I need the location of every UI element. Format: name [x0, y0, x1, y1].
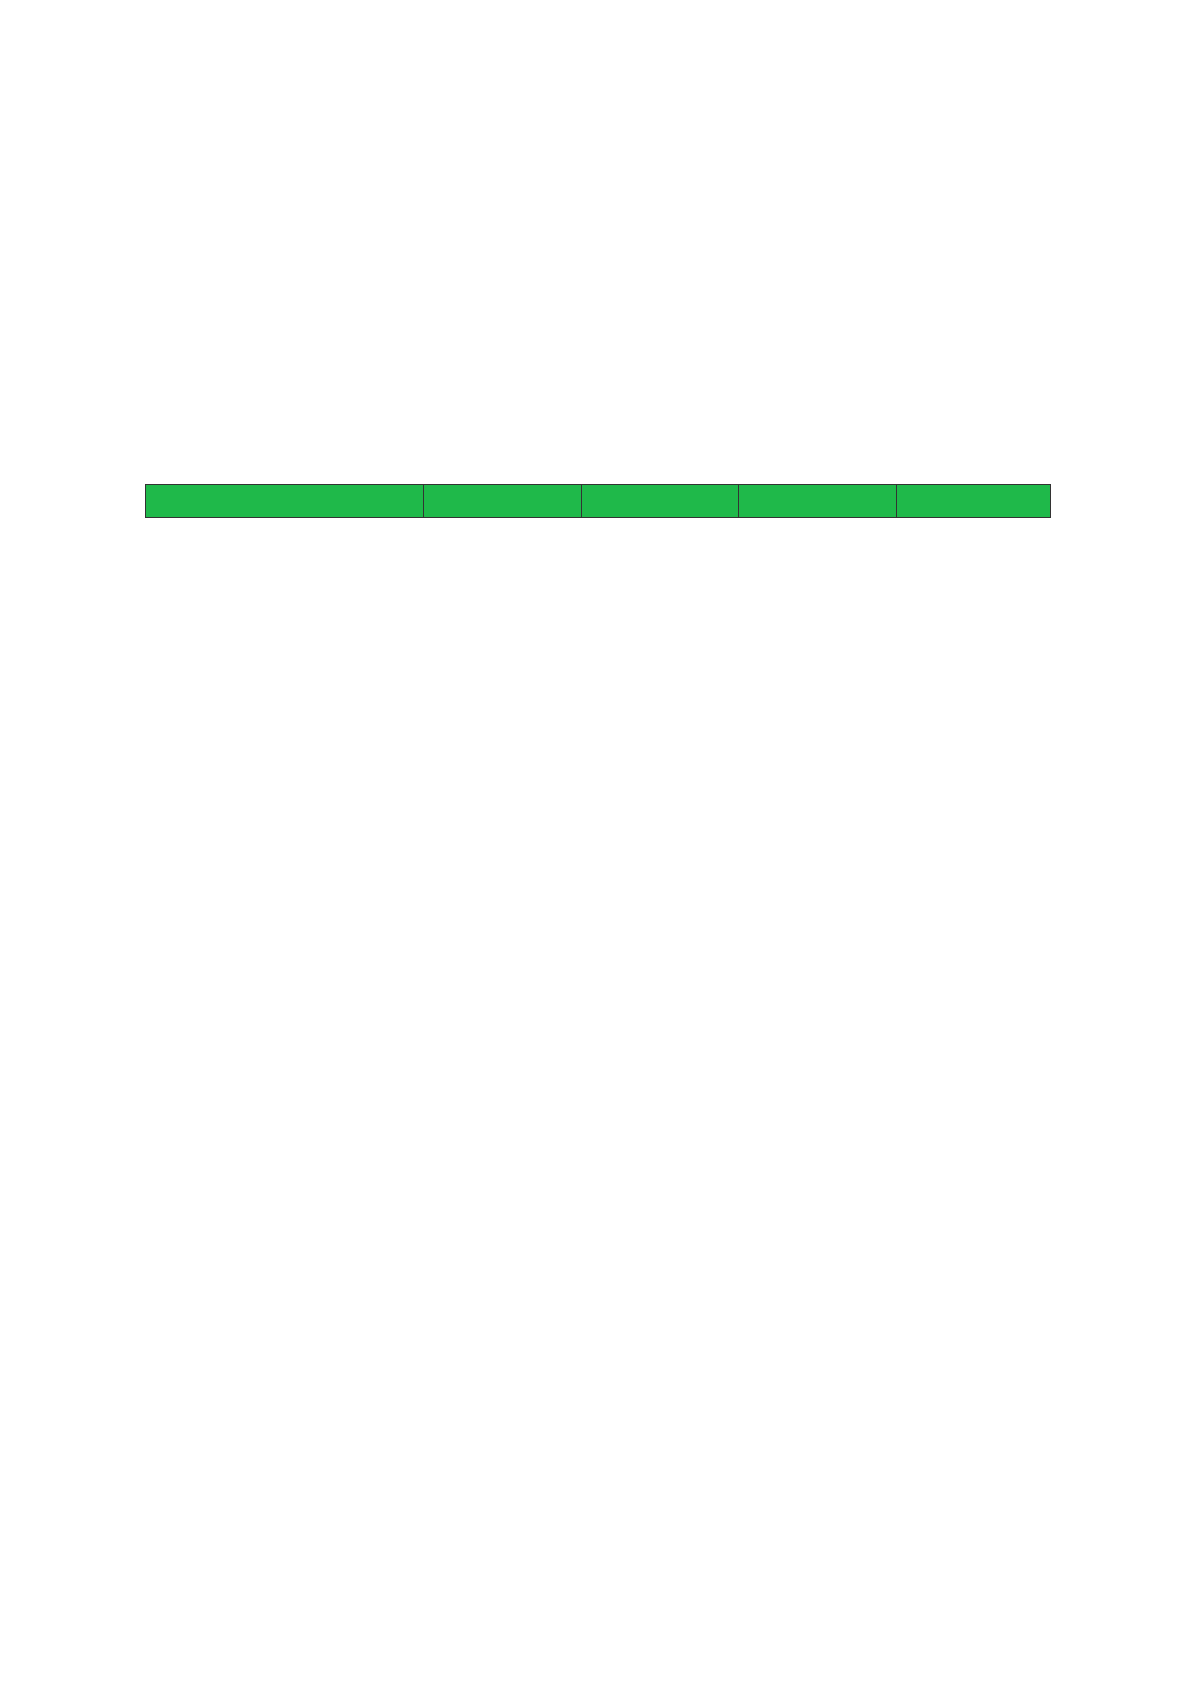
header-industry	[423, 485, 581, 518]
header-item	[146, 485, 424, 518]
header-2022q3	[897, 485, 1051, 518]
profit-quality-chart	[150, 955, 1045, 1435]
header-2020q3	[581, 485, 739, 518]
profit-quality-table	[145, 484, 1051, 518]
table-header-row	[146, 485, 1051, 518]
header-2021q3	[739, 485, 897, 518]
